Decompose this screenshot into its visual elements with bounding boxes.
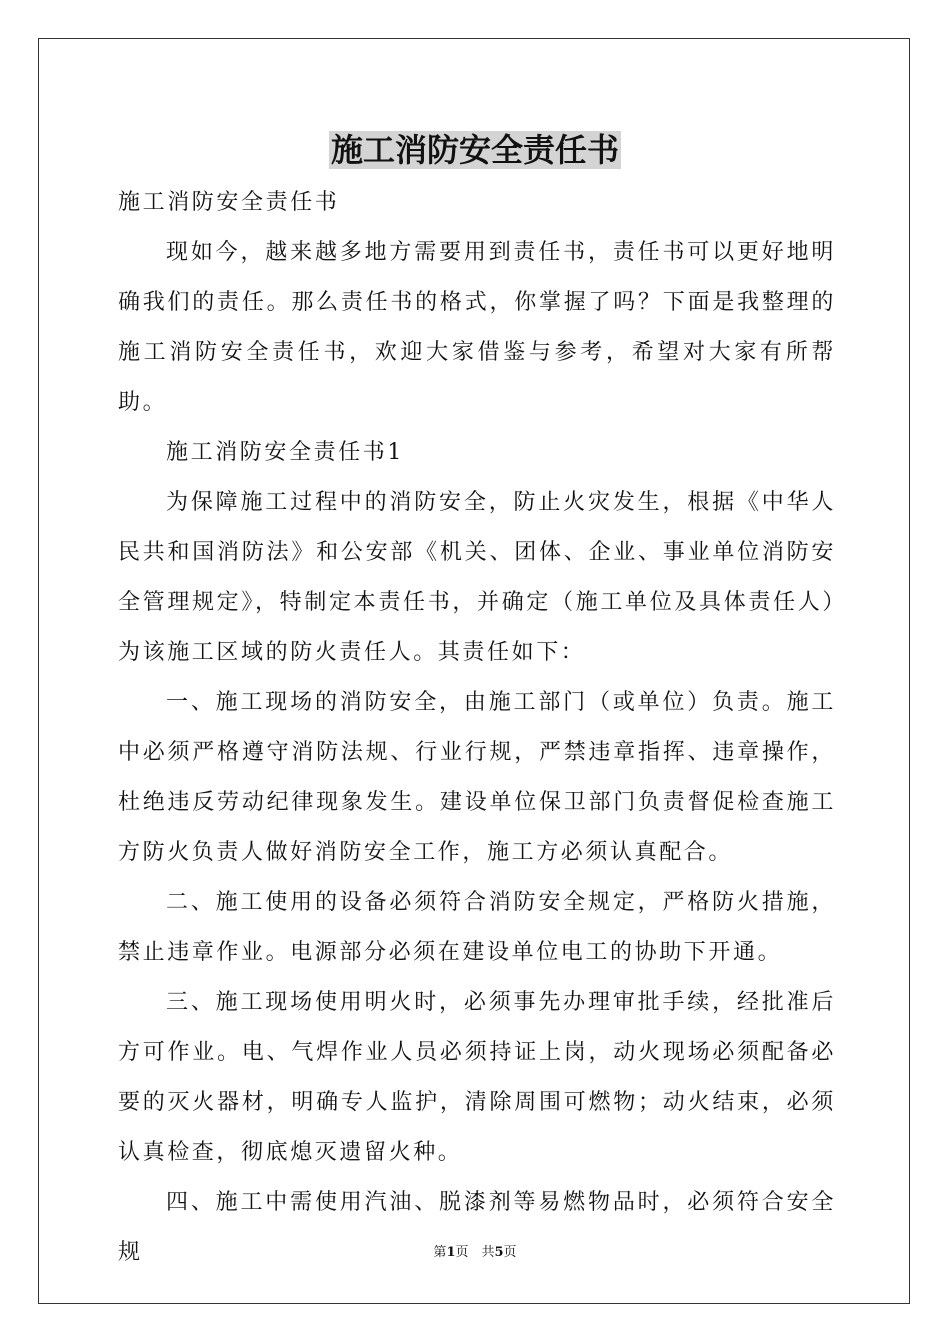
footer-total-pages: 5 [494, 1245, 504, 1260]
footer-page-number: 1 [446, 1245, 456, 1260]
paragraph-subtitle: 施工消防安全责任书 [118, 190, 340, 215]
paragraph-clause-1: 一、施工现场的消防安全，由施工部门（或单位）负责。施工中必须严格遵守消防法规、行业行规，严禁违章指挥、违章操作，杜绝违反劳动纪律现象发生。建设单位保卫部门负责督促检查施工方防火负责人做好消防安全工作，施工方必须认真配合。 [118, 690, 836, 865]
paragraph-preamble: 为保障施工过程中的消防安全，防止火灾发生，根据《中华人民共和国消防法》和公安部《机关、团体、企业、事业单位消防安全管理规定》，特制定本责任书，并确定（施工单位及具体责任人）为该施工区域的防火责任人。其责任如下： [118, 490, 836, 665]
page-footer [0, 1244, 950, 1262]
footer-suffix: 页 [503, 1245, 517, 1260]
document-body [118, 178, 836, 1278]
paragraph-clause-4: 四、施工中需使用汽油、脱漆剂等易燃物品时，必须符合安全规 [118, 1190, 836, 1265]
document-title-text: 施工消防安全责任书 [330, 131, 619, 169]
paragraph-clause-2: 二、施工使用的设备必须符合消防安全规定，严格防火措施，禁止违章作业。电源部分必须在建设单位电工的协助下开通。 [118, 890, 836, 965]
footer-middle: 页 共 [455, 1245, 495, 1260]
paragraph-intro: 现如今，越来越多地方需要用到责任书，责任书可以更好地明确我们的责任。那么责任书的格式，你掌握了吗？下面是我整理的施工消防安全责任书，欢迎大家借鉴与参考，希望对大家有所帮助。 [118, 240, 836, 415]
document-title [0, 128, 950, 172]
footer-prefix: 第 [433, 1245, 447, 1260]
paragraph-clause-3: 三、施工现场使用明火时，必须事先办理审批手续，经批准后方可作业。电、气焊作业人员必须持证上岗，动火现场必须配备必要的灭火器材，明确专人监护，清除周围可燃物；动火结束，必须认真检查，彻底熄灭遗留火种。 [118, 990, 836, 1165]
paragraph-section-heading: 施工消防安全责任书1 [166, 440, 404, 465]
